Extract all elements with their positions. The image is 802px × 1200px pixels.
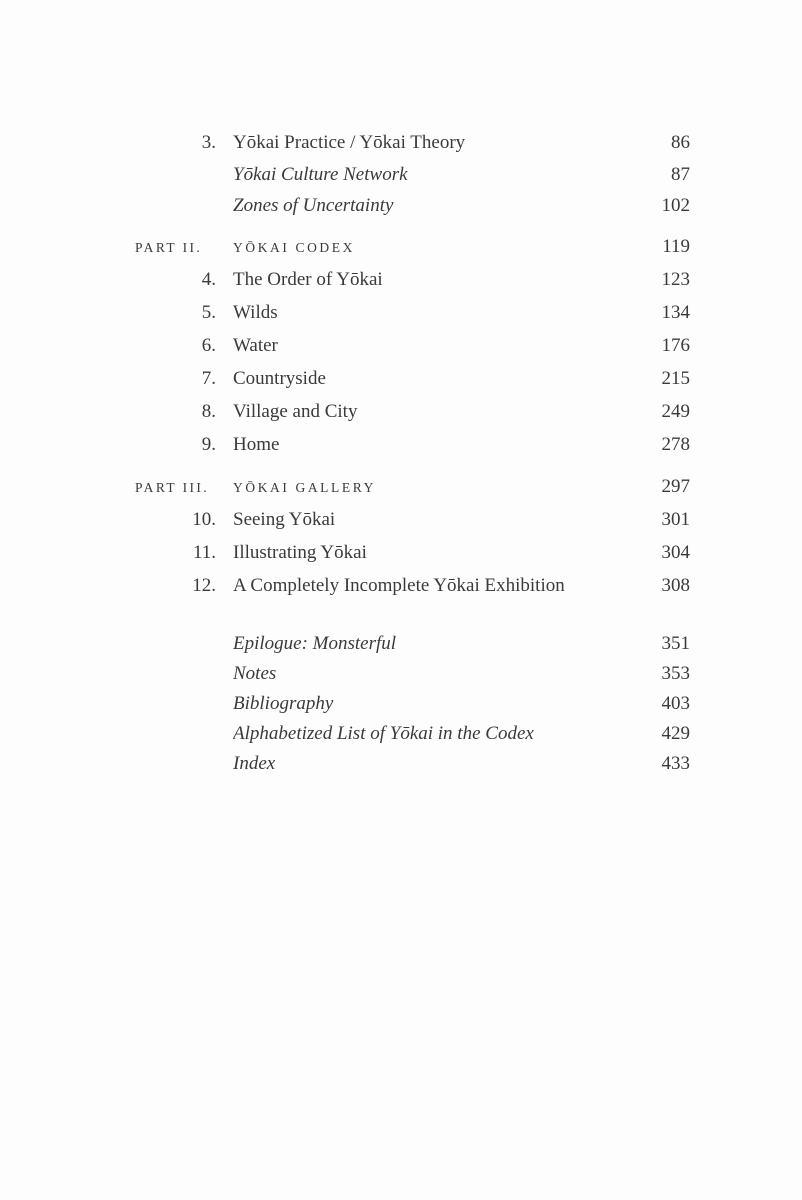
toc-row-title: Bibliography — [233, 693, 334, 714]
toc-row-title: Home — [233, 434, 280, 455]
toc-row — [135, 395, 690, 428]
toc-row — [135, 503, 690, 536]
toc-row-page-number: 119 — [662, 236, 690, 257]
toc-row-title: Countryside — [233, 368, 326, 389]
toc-row-title: Seeing Yōkai — [233, 509, 336, 530]
toc-row-page-number: 215 — [661, 368, 690, 389]
toc-row-label: 12. — [192, 575, 216, 596]
toc-row — [135, 126, 690, 159]
toc-row — [135, 659, 690, 689]
toc-row-title: Index — [233, 753, 276, 774]
toc-row-page-number: 353 — [661, 663, 690, 684]
toc-row-page-number: 176 — [661, 335, 690, 356]
toc-row-title: Yōkai Culture Network — [233, 164, 408, 185]
toc-row-title: A Completely Incomplete Yōkai Exhibition — [233, 575, 565, 596]
toc-row — [135, 296, 690, 329]
toc-row-title: Notes — [233, 663, 277, 684]
toc-row-page-number: 297 — [661, 476, 690, 497]
toc-row-page-number: 278 — [661, 434, 690, 455]
toc-row — [135, 629, 690, 659]
toc-row-page-number: 123 — [661, 269, 690, 290]
toc-row-title: Alphabetized List of Yōkai in the Codex — [233, 723, 534, 744]
toc-row-page-number: 102 — [661, 195, 690, 216]
toc-row-page-number: 304 — [661, 542, 690, 563]
toc-row-label: 10. — [192, 509, 216, 530]
toc-row-page-number: 87 — [671, 164, 690, 185]
toc-row-label: 8. — [201, 401, 216, 422]
toc-row — [135, 428, 690, 461]
toc-row-page-number: 429 — [661, 723, 690, 744]
toc-row-page-number: 134 — [661, 302, 690, 323]
toc-row-title: Zones of Uncertainty — [233, 195, 394, 216]
toc-row-label: PART III. — [135, 480, 210, 495]
toc-row-page-number: 433 — [661, 753, 690, 774]
toc-row-page-number: 351 — [661, 633, 690, 654]
toc-row — [135, 749, 690, 779]
toc-row — [135, 536, 690, 569]
toc-row-title: Epilogue: Monsterful — [233, 633, 397, 654]
toc-row-title: Illustrating Yōkai — [233, 542, 367, 563]
toc-row-page-number: 86 — [671, 132, 690, 153]
toc-row — [135, 470, 690, 503]
toc-row — [135, 689, 690, 719]
toc-row-label: 11. — [192, 542, 216, 563]
toc-row-page-number: 308 — [661, 575, 690, 596]
toc-row-title: Yōkai Practice / Yōkai Theory — [233, 132, 466, 153]
toc-row-label: 9. — [201, 434, 216, 455]
toc-row — [135, 329, 690, 362]
toc-row-label: PART II. — [135, 240, 203, 255]
toc-row — [135, 263, 690, 296]
toc-row-page-number: 301 — [661, 509, 690, 530]
toc-row — [135, 159, 690, 190]
table-of-contents — [135, 0, 690, 779]
toc-row-label: 5. — [201, 302, 216, 323]
toc-row-label: 4. — [201, 269, 216, 290]
toc-row — [135, 719, 690, 749]
toc-row — [135, 362, 690, 395]
toc-row-label: 7. — [201, 368, 216, 389]
toc-row-title: The Order of Yōkai — [233, 269, 383, 290]
toc-row-title: Water — [233, 335, 278, 356]
toc-row-page-number: 249 — [661, 401, 690, 422]
toc-row-title: YŌKAI CODEX — [233, 240, 355, 255]
toc-row-label: 6. — [201, 335, 216, 356]
toc-row — [135, 190, 690, 221]
toc-row-title: YŌKAI GALLERY — [233, 480, 376, 495]
toc-row-page-number: 403 — [661, 693, 690, 714]
toc-row — [135, 569, 690, 602]
toc-row-title: Wilds — [233, 302, 278, 323]
toc-row-title: Village and City — [233, 401, 358, 422]
toc-row — [135, 230, 690, 263]
toc-row-label: 3. — [201, 132, 216, 153]
